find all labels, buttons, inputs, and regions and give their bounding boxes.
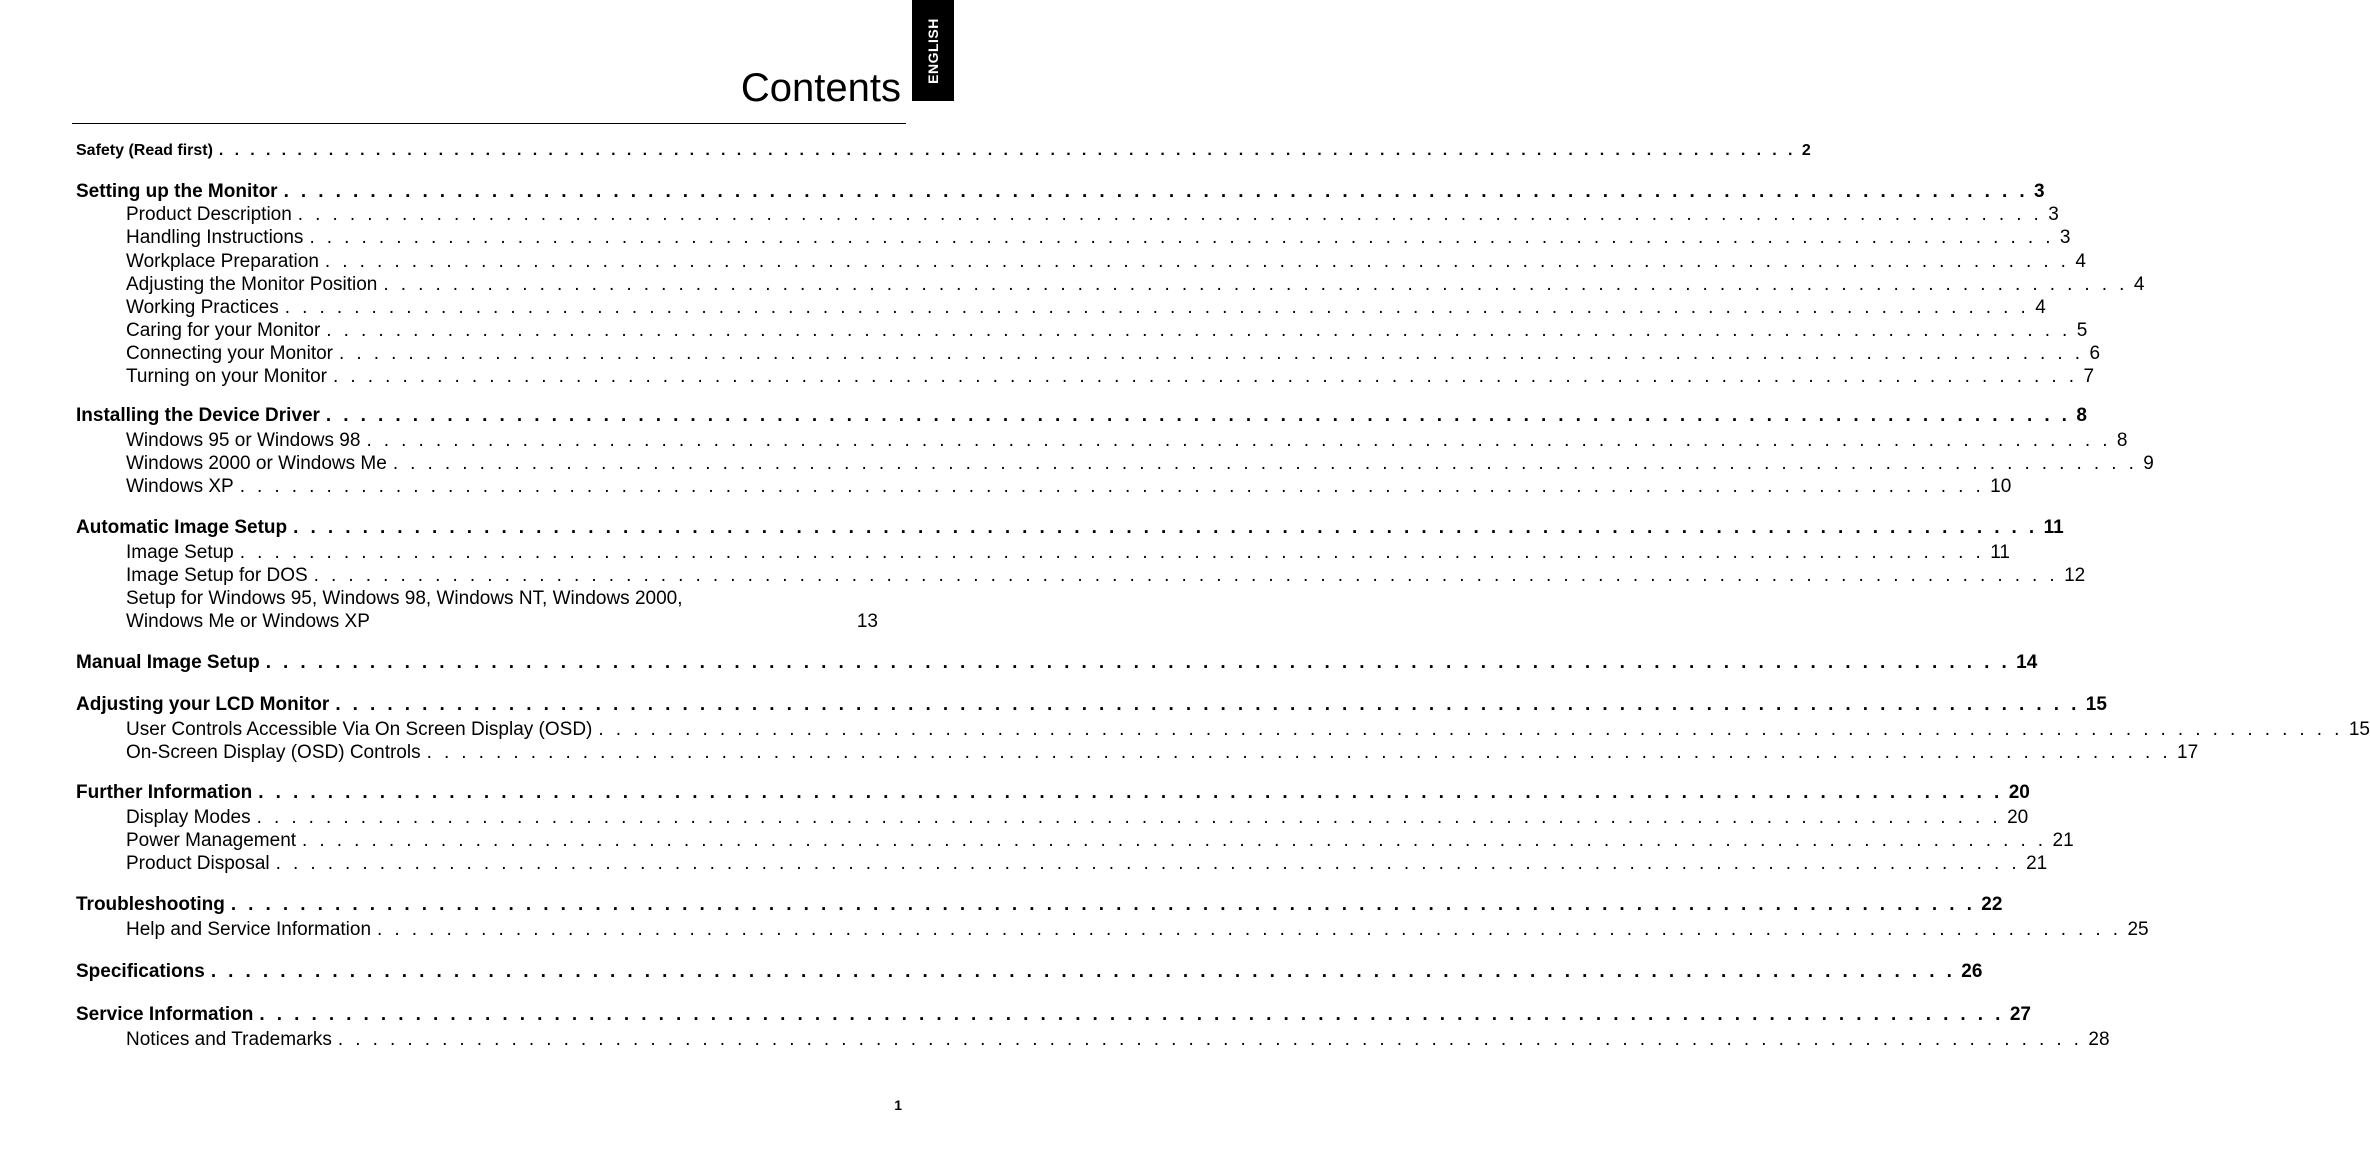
toc-entry-label: Troubleshooting bbox=[76, 894, 225, 915]
toc-entry-page: 3 bbox=[2059, 227, 2071, 248]
toc-leader-dots: . . . . . . . . . . . . . . . . . . . . . . . . . . . . . . . . . . . . . . . . . . . . . . . . . . . . . . . . . . . . . . . . . . . . . . . . . . . . . . . . . . . . . . . . . . . . . . . . . . . . . bbox=[210, 961, 1956, 982]
toc-entry-page: 22 bbox=[1981, 894, 2003, 915]
toc-entry-page: 13 bbox=[856, 611, 878, 632]
toc-entry bbox=[76, 1003, 2031, 1027]
toc-entry bbox=[126, 203, 2059, 227]
toc-entry bbox=[126, 741, 2199, 765]
toc-entry bbox=[76, 893, 2003, 917]
toc-entry-page: 7 bbox=[2083, 366, 2095, 387]
toc-entry bbox=[76, 404, 2087, 428]
toc-entry-page: 4 bbox=[2035, 297, 2046, 318]
language-tab-label: ENGLISH bbox=[925, 17, 941, 84]
toc-entry-label: Notices and Trademarks bbox=[126, 1029, 332, 1050]
toc-entry-page: 3 bbox=[2034, 181, 2045, 202]
toc-entry-label: Product Disposal bbox=[126, 853, 270, 874]
toc-entry-label: Safety (Read first) bbox=[76, 142, 213, 159]
toc-entry-page: 14 bbox=[2016, 652, 2038, 673]
toc-entry-page: 8 bbox=[2116, 430, 2128, 451]
toc-entry-label: Working Practices bbox=[126, 297, 279, 318]
toc-entry bbox=[126, 1028, 2110, 1052]
toc-entry bbox=[76, 651, 2038, 675]
toc-leader-dots: . . . . . . . . . . . . . . . . . . . . . . . . . . . . . . . . . . . . . . . . . . . . . . . . . . . . . . . . . . . . . . . . . . . . . . . . . . . . . . . . . . . . . . . . . . . . . . . . . . . . . bbox=[239, 476, 1985, 497]
toc-leader-dots: . . . . . . . . . . . . . . . . . . . . . . . . . . . . . . . . . . . . . . . . . . . . . . . . . . . . . . . . . . . . . . . . . . . . . . . . . . . . . . . . . . . . . . . . . . . . . . . . . . . . . bbox=[283, 181, 2029, 202]
toc-entry-label: Windows 2000 or Windows Me bbox=[126, 453, 387, 474]
toc-entry-label: Connecting your Monitor bbox=[126, 343, 333, 364]
toc-entry-label: Windows 95 or Windows 98 bbox=[126, 430, 361, 451]
toc-leader-dots: . . . . . . . . . . . . . . . . . . . . . . . . . . . . . . . . . . . . . . . . . . . . . . . . . . . . . . . . . . . . . . . . . . . . . . . . . . . . . . . . . . . . . . . . . . . . . . . . . . . . . bbox=[256, 807, 2002, 828]
toc-entry-page: 3 bbox=[2048, 204, 2059, 225]
toc-entry-page: 26 bbox=[1961, 961, 1983, 982]
toc-leader-dots: . . . . . . . . . . . . . . . . . . . . . . . . . . . . . . . . . . . . . . . . . . . . . . . . . . . . . . . . . . . . . . . . . . . . . . . . . . . . . . . . . . . . . . . . . . . . . . . . . . . . . bbox=[326, 320, 2071, 341]
toc-entry-page: 12 bbox=[2064, 565, 2086, 586]
page-title: Contents bbox=[740, 66, 901, 110]
toc-entry bbox=[126, 250, 2086, 274]
toc-entry-label: Handling Instructions bbox=[126, 227, 304, 248]
toc-entry-page: 6 bbox=[2089, 343, 2101, 364]
toc-entry-page: 28 bbox=[2088, 1029, 2110, 1050]
toc-entry bbox=[76, 781, 2030, 805]
toc-leader-dots: . . . . . . . . . . . . . . . . . . . . . . . . . . . . . . . . . . . . . . . . . . . . . . . . . . . . . . . . . . . . . . . . . . . . . . . . . . . . . . . . . . . . . . . . . . . . . . . . . . . . . bbox=[325, 405, 2071, 426]
toc-entry-label: Display Modes bbox=[126, 807, 251, 828]
toc-entry bbox=[76, 180, 2045, 204]
toc-entry-label: Automatic Image Setup bbox=[76, 517, 288, 538]
toc-entry bbox=[126, 806, 2029, 830]
toc-entry bbox=[76, 139, 1811, 163]
toc-entry bbox=[126, 273, 2145, 297]
toc-entry bbox=[126, 429, 2128, 453]
toc-entry bbox=[126, 718, 2370, 742]
toc-entry-label: Turning on your Monitor bbox=[126, 366, 328, 387]
toc-entry-label: Adjusting your LCD Monitor bbox=[76, 694, 330, 715]
toc-entry-label: Installing the Device Driver bbox=[76, 405, 320, 426]
toc-entry bbox=[76, 693, 2107, 717]
toc-entry-label: Image Setup for DOS bbox=[126, 565, 308, 586]
toc-entry-page: 11 bbox=[2043, 517, 2064, 538]
toc-entry-page: 21 bbox=[2026, 853, 2048, 874]
toc-entry bbox=[126, 610, 878, 634]
toc-entry-page: 21 bbox=[2052, 830, 2074, 851]
toc-leader-dots: . . . . . . . . . . . . . . . . . . . . . . . . . . . . . . . . . . . . . . . . . . . . . . . . . . . . . . . . . . . . . . . . . . . . . . . . . . . . . . . . . . . . . . . . . . . . . . . . . . . . . bbox=[377, 919, 2122, 940]
toc-entry bbox=[126, 829, 2074, 853]
toc-entry-page: 15 bbox=[2085, 694, 2107, 715]
toc-entry bbox=[126, 587, 878, 611]
toc-entry bbox=[126, 475, 2012, 499]
toc-entry-label: Windows XP bbox=[126, 476, 234, 497]
toc-entry-page: 15 bbox=[2348, 719, 2370, 740]
toc-entry bbox=[126, 319, 2088, 343]
toc-entry-label: Adjusting the Monitor Position bbox=[126, 274, 378, 295]
toc-leader-dots: . . . . . . . . . . . . . . . . . . . . . . . . . . . . . . . . . . . . . . . . . . . . . . . . . . . . . . . . . . . . . . . . . . . . . . . . . . . . . . . . . . . . . . . . . . . . . . . . . . . . . bbox=[239, 542, 1985, 563]
toc-leader-dots: . . . . . . . . . . . . . . . . . . . . . . . . . . . . . . . . . . . . . . . . . . . . . . . . . . . . . . . . . . . . . . . . . . . . . . . . . . . . . . . . . . . . . . . . . . . . . . . . . . . . . bbox=[259, 1004, 2004, 1025]
toc-entry bbox=[126, 365, 2095, 389]
toc-entry bbox=[126, 541, 2010, 565]
toc-entry bbox=[76, 960, 1983, 984]
toc-leader-dots: . . . . . . . . . . . . . . . . . . . . . . . . . . . . . . . . . . . . . . . . . . . . . . . . . . . . . . . . . . . . . . . . . . . . . . . . . . . . . . . . . . . . . . . . . . . . . . . . . . . . . bbox=[598, 719, 2343, 740]
toc-entry-label: Windows Me or Windows XP bbox=[126, 611, 370, 632]
toc-entry bbox=[126, 564, 2086, 588]
toc-leader-dots: . . . . . . . . . . . . . . . . . . . . . . . . . . . . . . . . . . . . . . . . . . . . . . . . . . . . . . . . . . . . . . . . . . . . . . . . . . . . . . . . . . . . . . . . . . . . . . . . . . . . . bbox=[275, 853, 2021, 874]
toc-entry-page: 10 bbox=[1990, 476, 2012, 497]
toc-entry-page: 4 bbox=[2075, 251, 2086, 272]
toc-entry-page: 17 bbox=[2177, 742, 2199, 763]
toc-leader-dots: . . . . . . . . . . . . . . . . . . . . . . . . . . . . . . . . . . . . . . . . . . . . . . . . . . . . . . . . . . . . . . . . . . . . . . . . . . . . . . . . . . . . . . . . . . . . . . . . . . . . . bbox=[309, 227, 2054, 248]
toc-entry-label: Help and Service Information bbox=[126, 919, 372, 940]
toc-entry-label: Product Description bbox=[126, 204, 292, 225]
toc-entry-label: Setup for Windows 95, Windows 98, Windows NT, Windows 2000, bbox=[126, 588, 683, 609]
toc-entry-page: 27 bbox=[2009, 1004, 2031, 1025]
toc-leader-dots: . . . . . . . . . . . . . . . . . . . . . . . . . . . . . . . . . . . . . . . . . . . . . . . . . . . . . . . . . . . . . . . . . . . . . . . . . . . . . . . . . . . . . . . . . . . . . . . . . . . . . bbox=[265, 652, 2011, 673]
toc-leader-dots: . . . . . . . . . . . . . . . . . . . . . . . . . . . . . . . . . . . . . . . . . . . . . . . . . . . . . . . . . . . . . . . . . . . . . . . . . . . . . . . . . . . . . . . . . . . . . . . . . . . . . bbox=[324, 251, 2070, 272]
page-number: 1 bbox=[894, 1097, 902, 1113]
toc-leader-dots: . . . . . . . . . . . . . . . . . . . . . . . . . . . . . . . . . . . . . . . . . . . . . . . . . . . . . . . . . . . . . . . . . . . . . . . . . . . . . . . . . . . . . . . . . . . . . . . . . . . . . bbox=[366, 430, 2111, 451]
toc-entry bbox=[76, 516, 2064, 540]
toc-leader-dots: . . . . . . . . . . . . . . . . . . . . . . . . . . . . . . . . . . . . . . . . . . . . . . . . . . . . . . . . . . . . . . . . . . . . . . . . . . . . . . . . . . . . . . . . . . . . . . . . . . . . . bbox=[339, 343, 2084, 364]
toc-entry-label: On-Screen Display (OSD) Controls bbox=[126, 742, 421, 763]
toc-entry-label: Manual Image Setup bbox=[76, 652, 260, 673]
toc-leader-dots: . . . . . . . . . . . . . . . . . . . . . . . . . . . . . . . . . . . . . . . . . . . . . . . . . . . . . . . . . . . . . . . . . . . . . . . . . . . . . . . . . . . . . . . . . . . . . . . . . . . . . bbox=[293, 517, 2038, 538]
toc-entry-label: Power Management bbox=[126, 830, 297, 851]
toc-entry bbox=[126, 452, 2154, 476]
toc-entry-label: Service Information bbox=[76, 1004, 254, 1025]
toc-entry bbox=[126, 342, 2101, 366]
toc-entry-page: 2 bbox=[1801, 142, 1811, 159]
toc-leader-dots: . . . . . . . . . . . . . . . . . . . . . . . . . . . . . . . . . . . . . . . . . . . . . . . . . . . . . . . . . . . . . . . . . . . . . . . . . . . . . . . . . . . . . . . . . . . . . . . . . . . . . bbox=[218, 142, 1796, 159]
toc-entry-label: User Controls Accessible Via On Screen Display (OSD) bbox=[126, 719, 593, 740]
toc-entry-page: 4 bbox=[2133, 274, 2145, 295]
toc-entry-page: 25 bbox=[2127, 919, 2149, 940]
toc-leader-dots: . . . . . . . . . . . . . . . . . . . . . . . . . . . . . . . . . . . . . . . . . . . . . . . . . . . . . . . . . . . . . . . . . . . . . . . . . . . . . . . . . . . . . . . . . . . . . . . . . . . . . bbox=[297, 204, 2043, 225]
toc-leader-dots: . . . . . . . . . . . . . . . . . . . . . . . . . . . . . . . . . . . . . . . . . . . . . . . . . . . . . . . . . . . . . . . . . . . . . . . . . . . . . . . . . . . . . . . . . . . . . . . . . . . . . bbox=[313, 565, 2059, 586]
toc-entry bbox=[126, 852, 2048, 876]
toc-entry-page: 5 bbox=[2076, 320, 2088, 341]
toc-entry-page: 20 bbox=[2007, 807, 2029, 828]
toc-entry-label: Setting up the Monitor bbox=[76, 181, 278, 202]
toc-entry-label: Caring for your Monitor bbox=[126, 320, 321, 341]
toc-leader-dots: . . . . . . . . . . . . . . . . . . . . . . . . . . . . . . . . . . . . . . . . . . . . . . . . . . . . . . . . . . . . . . . . . . . . . . . . . . . . . . . . . . . . . . . . . . . . . . . . . . . . . bbox=[333, 366, 2078, 387]
toc-entry-label: Workplace Preparation bbox=[126, 251, 319, 272]
toc-entry-label: Further Information bbox=[76, 782, 253, 803]
toc-entry-page: 8 bbox=[2076, 405, 2087, 426]
toc-leader-dots: . . . . . . . . . . . . . . . . . . . . . . . . . . . . . . . . . . . . . . . . . . . . . . . . . . . . . . . . . . . . . . . . . . . . . . . . . . . . . . . . . . . . . . . . . . . . . . . . . . . . . bbox=[383, 274, 2128, 295]
toc-entry-page: 20 bbox=[2008, 782, 2030, 803]
toc-entry-page: 11 bbox=[1990, 542, 2010, 563]
toc-entry-label: Image Setup bbox=[126, 542, 234, 563]
toc-entry bbox=[126, 296, 2046, 320]
toc-leader-dots: . . . . . . . . . . . . . . . . . . . . . . . . . . . . . . . . . . . . . . . . . . . . . . . . . . . . . . . . . . . . . . . . . . . . . . . . . . . . . . . . . . . . . . . . . . . . . . . . . . . . . bbox=[284, 297, 2030, 318]
toc-leader-dots: . . . . . . . . . . . . . . . . . . . . . . . . . . . . . . . . . . . . . . . . . . . . . . . . . . . . . . . . . . . . . . . . . . . . . . . . . . . . . . . . . . . . . . . . . . . . . . . . . . . . . bbox=[230, 894, 1976, 915]
toc-entry bbox=[126, 918, 2149, 942]
toc-entry-page: 9 bbox=[2143, 453, 2154, 474]
toc-leader-dots: . . . . . . . . . . . . . . . . . . . . . . . . . . . . . . . . . . . . . . . . . . . . . . . . . . . . . . . . . . . . . . . . . . . . . . . . . . . . . . . . . . . . . . . . . . . . . . . . . . . . . bbox=[302, 830, 2047, 851]
toc-entry bbox=[126, 226, 2071, 250]
toc-leader-dots: . . . . . . . . . . . . . . . . . . . . . . . . . . . . . . . . . . . . . . . . . . . . . . . . . . . . . . . . . . . . . . . . . . . . . . . . . . . . . . . . . . . . . . . . . . . . . . . . . . . . . bbox=[337, 1029, 2083, 1050]
toc-leader-dots: . . . . . . . . . . . . . . . . . . . . . . . . . . . . . . . . . . . . . . . . . . . . . . . . . . . . . . . . . . . . . . . . . . . . . . . . . . . . . . . . . . . . . . . . . . . . . . . . . . . . . bbox=[392, 453, 2138, 474]
toc-leader-dots: . . . . . . . . . . . . . . . . . . . . . . . . . . . . . . . . . . . . . . . . . . . . . . . . . . . . . . . . . . . . . . . . . . . . . . . . . . . . . . . . . . . . . . . . . . . . . . . . . . . . . bbox=[335, 694, 2080, 715]
toc-leader-dots: . . . . . . . . . . . . . . . . . . . . . . . . . . . . . . . . . . . . . . . . . . . . . . . . . . . . . . . . . . . . . . . . . . . . . . . . . . . . . . . . . . . . . . . . . . . . . . . . . . . . . bbox=[258, 782, 2003, 803]
toc-entry-label: Specifications bbox=[76, 961, 205, 982]
toc-leader-dots: . . . . . . . . . . . . . . . . . . . . . . . . . . . . . . . . . . . . . . . . . . . . . . . . . . . . . . . . . . . . . . . . . . . . . . . . . . . . . . . . . . . . . . . . . . . . . . . . . . . . . bbox=[426, 742, 2172, 763]
